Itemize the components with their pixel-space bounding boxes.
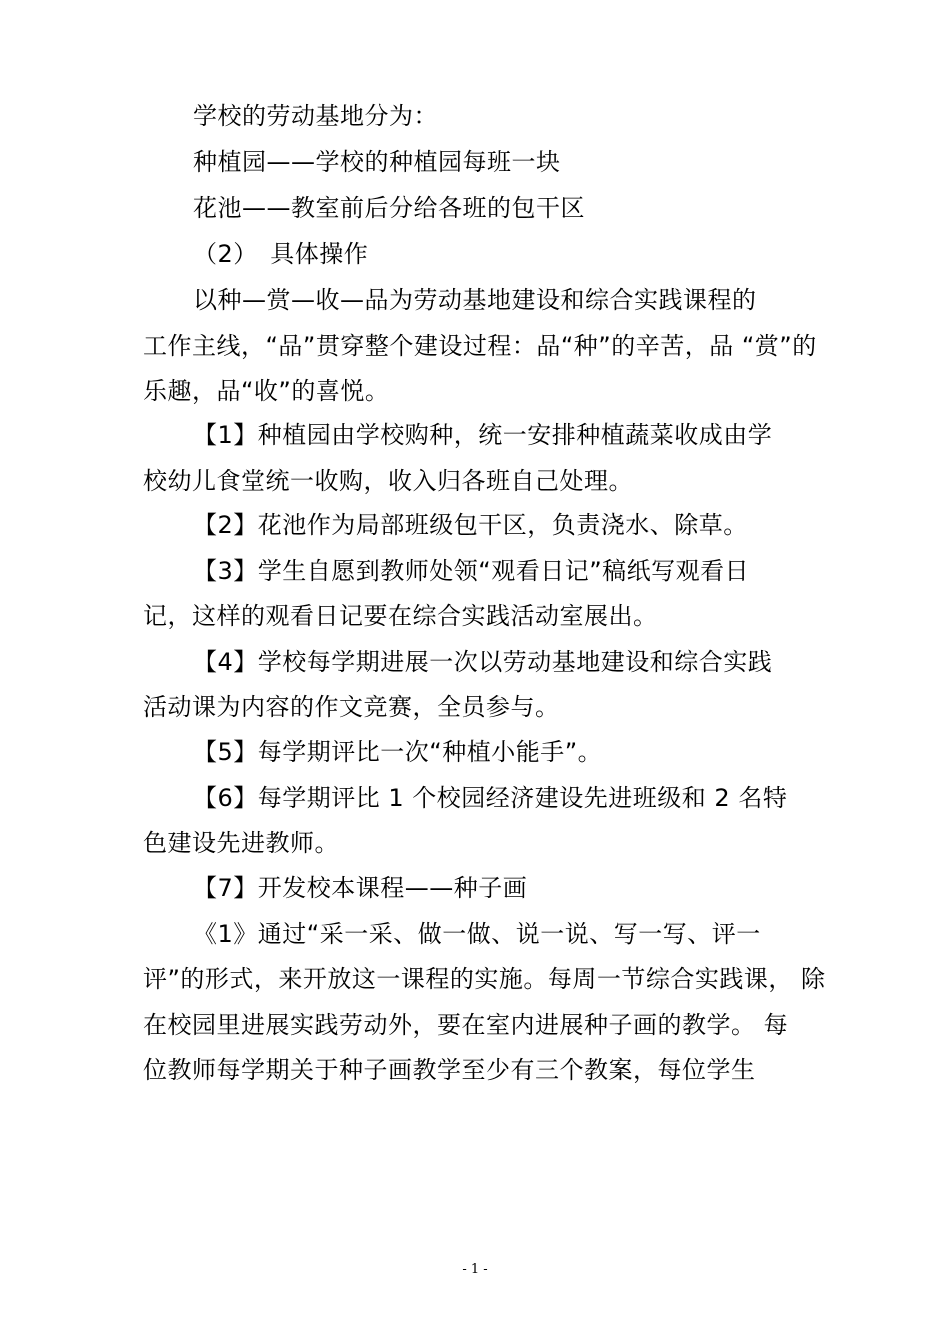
section-heading: （2） 具体操作 — [193, 240, 369, 268]
text-line: 【3】学生自愿到教师处领“观看日记”稿纸写观看日 — [193, 557, 750, 585]
text-line: 《1》通过“采一采、做一做、说一说、写一写、评一 — [193, 920, 761, 948]
text-line: 以种—赏—收—品为劳动基地建设和综合实践课程的 — [193, 286, 757, 314]
text-line: 活动课为内容的作文竞赛，全员参与。 — [143, 693, 560, 721]
text-line: 评”的形式，来开放这一课程的实施。每周一节综合实践课， 除 — [143, 965, 826, 993]
text-line: 在校园里进展实践劳动外，要在室内进展种子画的教学。 每 — [143, 1011, 789, 1039]
text-line: 【4】学校每学期进展一次以劳动基地建设和综合实践 — [193, 648, 773, 676]
text-line: 记，这样的观看日记要在综合实践活动室展出。 — [143, 602, 658, 630]
text-line: 学校的劳动基地分为： — [193, 102, 438, 130]
text-line: 乐趣，品“收”的喜悦。 — [143, 377, 390, 405]
text-line: 校幼儿食堂统一收购，收入归各班自己处理。 — [143, 467, 633, 495]
text-line: 工作主线，“品”贯穿整个建设过程：品“种”的辛苦，品 “赏”的 — [143, 332, 817, 360]
page-number: - 1 - — [462, 1262, 488, 1277]
text-line: 【6】每学期评比 1 个校园经济建设先进班级和 2 名特 — [193, 784, 788, 812]
text-line: 【1】种植园由学校购种，统一安排种植蔬菜收成由学 — [193, 421, 773, 449]
text-line: 花池——教室前后分给各班的包干区 — [193, 194, 585, 222]
text-line: 【2】花池作为局部班级包干区，负责浇水、除草。 — [193, 511, 748, 539]
text-line: 位教师每学期关于种子画教学至少有三个教案，每位学生 — [143, 1056, 756, 1084]
text-line: 种植园——学校的种植园每班一块 — [193, 148, 561, 176]
text-line: 【7】开发校本课程——种子画 — [193, 874, 528, 902]
text-line: 【5】每学期评比一次“种植小能手”。 — [193, 738, 603, 766]
text-line: 色建设先进教师。 — [143, 829, 339, 857]
